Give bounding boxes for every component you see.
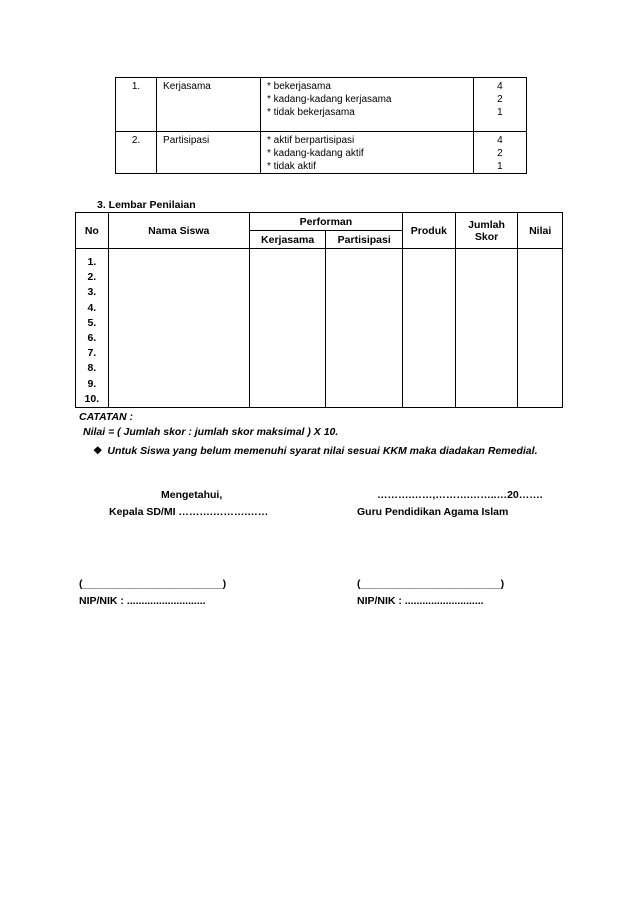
list-item: 2.	[87, 271, 97, 284]
rubric-no: 1.	[116, 78, 157, 132]
score-item: 2	[497, 94, 503, 105]
number-cell	[76, 249, 109, 408]
score-item: 2	[497, 148, 503, 159]
rubric-criteria	[260, 132, 473, 174]
right-date: ……….……,……….……..…20…….	[377, 489, 543, 501]
criteria-item: * aktif berpartisipasi	[266, 135, 355, 146]
notes	[79, 410, 538, 459]
kerjasama-cell	[249, 249, 326, 408]
diamond-bullet-icon: ❖	[93, 445, 103, 457]
header-skor: Skor	[474, 230, 499, 243]
rubric-aspect: Partisipasi	[157, 132, 261, 174]
right-name-line: (________________________)	[357, 578, 505, 590]
partisipasi-cell	[326, 249, 403, 408]
score-item: 1	[497, 107, 503, 118]
criteria-item: * bekerjasama	[266, 81, 331, 92]
produk-cell	[403, 249, 456, 408]
nilai-cell	[518, 249, 563, 408]
rubric-no: 2.	[116, 132, 157, 174]
header-jumlah: Jumlah	[468, 218, 505, 231]
right-nip: NIP/NIK : ...........................	[357, 595, 484, 607]
table-body	[76, 249, 563, 408]
notes-formula: Nilai = ( Jumlah skor : jumlah skor maksimal ) X 10.	[83, 426, 339, 438]
header-nama-siswa: Nama Siswa	[108, 213, 249, 249]
notes-remedial: Untuk Siswa yang belum memenuhi syarat nilai sesuai KKM maka diadakan Remedial.	[107, 445, 538, 457]
notes-title: CATATAN :	[79, 411, 134, 423]
rubric-table	[115, 77, 527, 174]
criteria-item: * kadang-kadang kerjasama	[266, 94, 392, 105]
left-heading: Mengetahui,	[161, 489, 223, 501]
list-item: 8.	[87, 362, 97, 375]
score-item: 4	[497, 81, 503, 92]
header-partisipasi: Partisipasi	[326, 231, 403, 249]
nama-cell	[108, 249, 249, 408]
rubric-criteria	[260, 78, 473, 132]
left-role: Kepala SD/MI ……….……….……	[109, 506, 269, 518]
section-title: 3. Lembar Penilaian	[97, 199, 196, 211]
rubric-aspect: Kerjasama	[157, 78, 261, 132]
criteria-item: * tidak bekerjasama	[266, 107, 355, 118]
header-performan: Performan	[249, 213, 402, 231]
left-nip: NIP/NIK : ...........................	[79, 595, 206, 607]
list-item: 4.	[87, 301, 97, 314]
criteria-item: * kadang-kadang aktif	[266, 148, 364, 159]
list-item: 6.	[87, 332, 97, 345]
list-item: 9.	[87, 377, 97, 390]
right-role: Guru Pendidikan Agama Islam	[357, 506, 509, 518]
list-item: 10.	[84, 392, 100, 405]
score-item: 1	[497, 161, 503, 172]
rubric-scores	[473, 78, 526, 132]
assessment-table	[75, 212, 563, 408]
notes-remedial-line	[79, 444, 538, 459]
list-item: 5.	[87, 316, 97, 329]
list-item: 3.	[87, 286, 97, 299]
criteria-item: * tidak aktif	[266, 161, 316, 172]
rubric-scores	[473, 132, 526, 174]
list-item: 1.	[87, 256, 97, 268]
header-nilai: Nilai	[518, 213, 563, 249]
list-item: 7.	[87, 347, 97, 360]
header-produk: Produk	[403, 213, 456, 249]
header-no: No	[76, 213, 109, 249]
rubric-row	[116, 78, 527, 132]
jumlah-skor-cell	[455, 249, 518, 408]
header-jumlah-skor	[455, 213, 518, 249]
left-name-line: (________________________)	[79, 578, 227, 590]
score-item: 4	[497, 135, 503, 146]
number-list	[76, 249, 108, 407]
header-kerjasama: Kerjasama	[249, 231, 326, 249]
rubric-row	[116, 132, 527, 174]
